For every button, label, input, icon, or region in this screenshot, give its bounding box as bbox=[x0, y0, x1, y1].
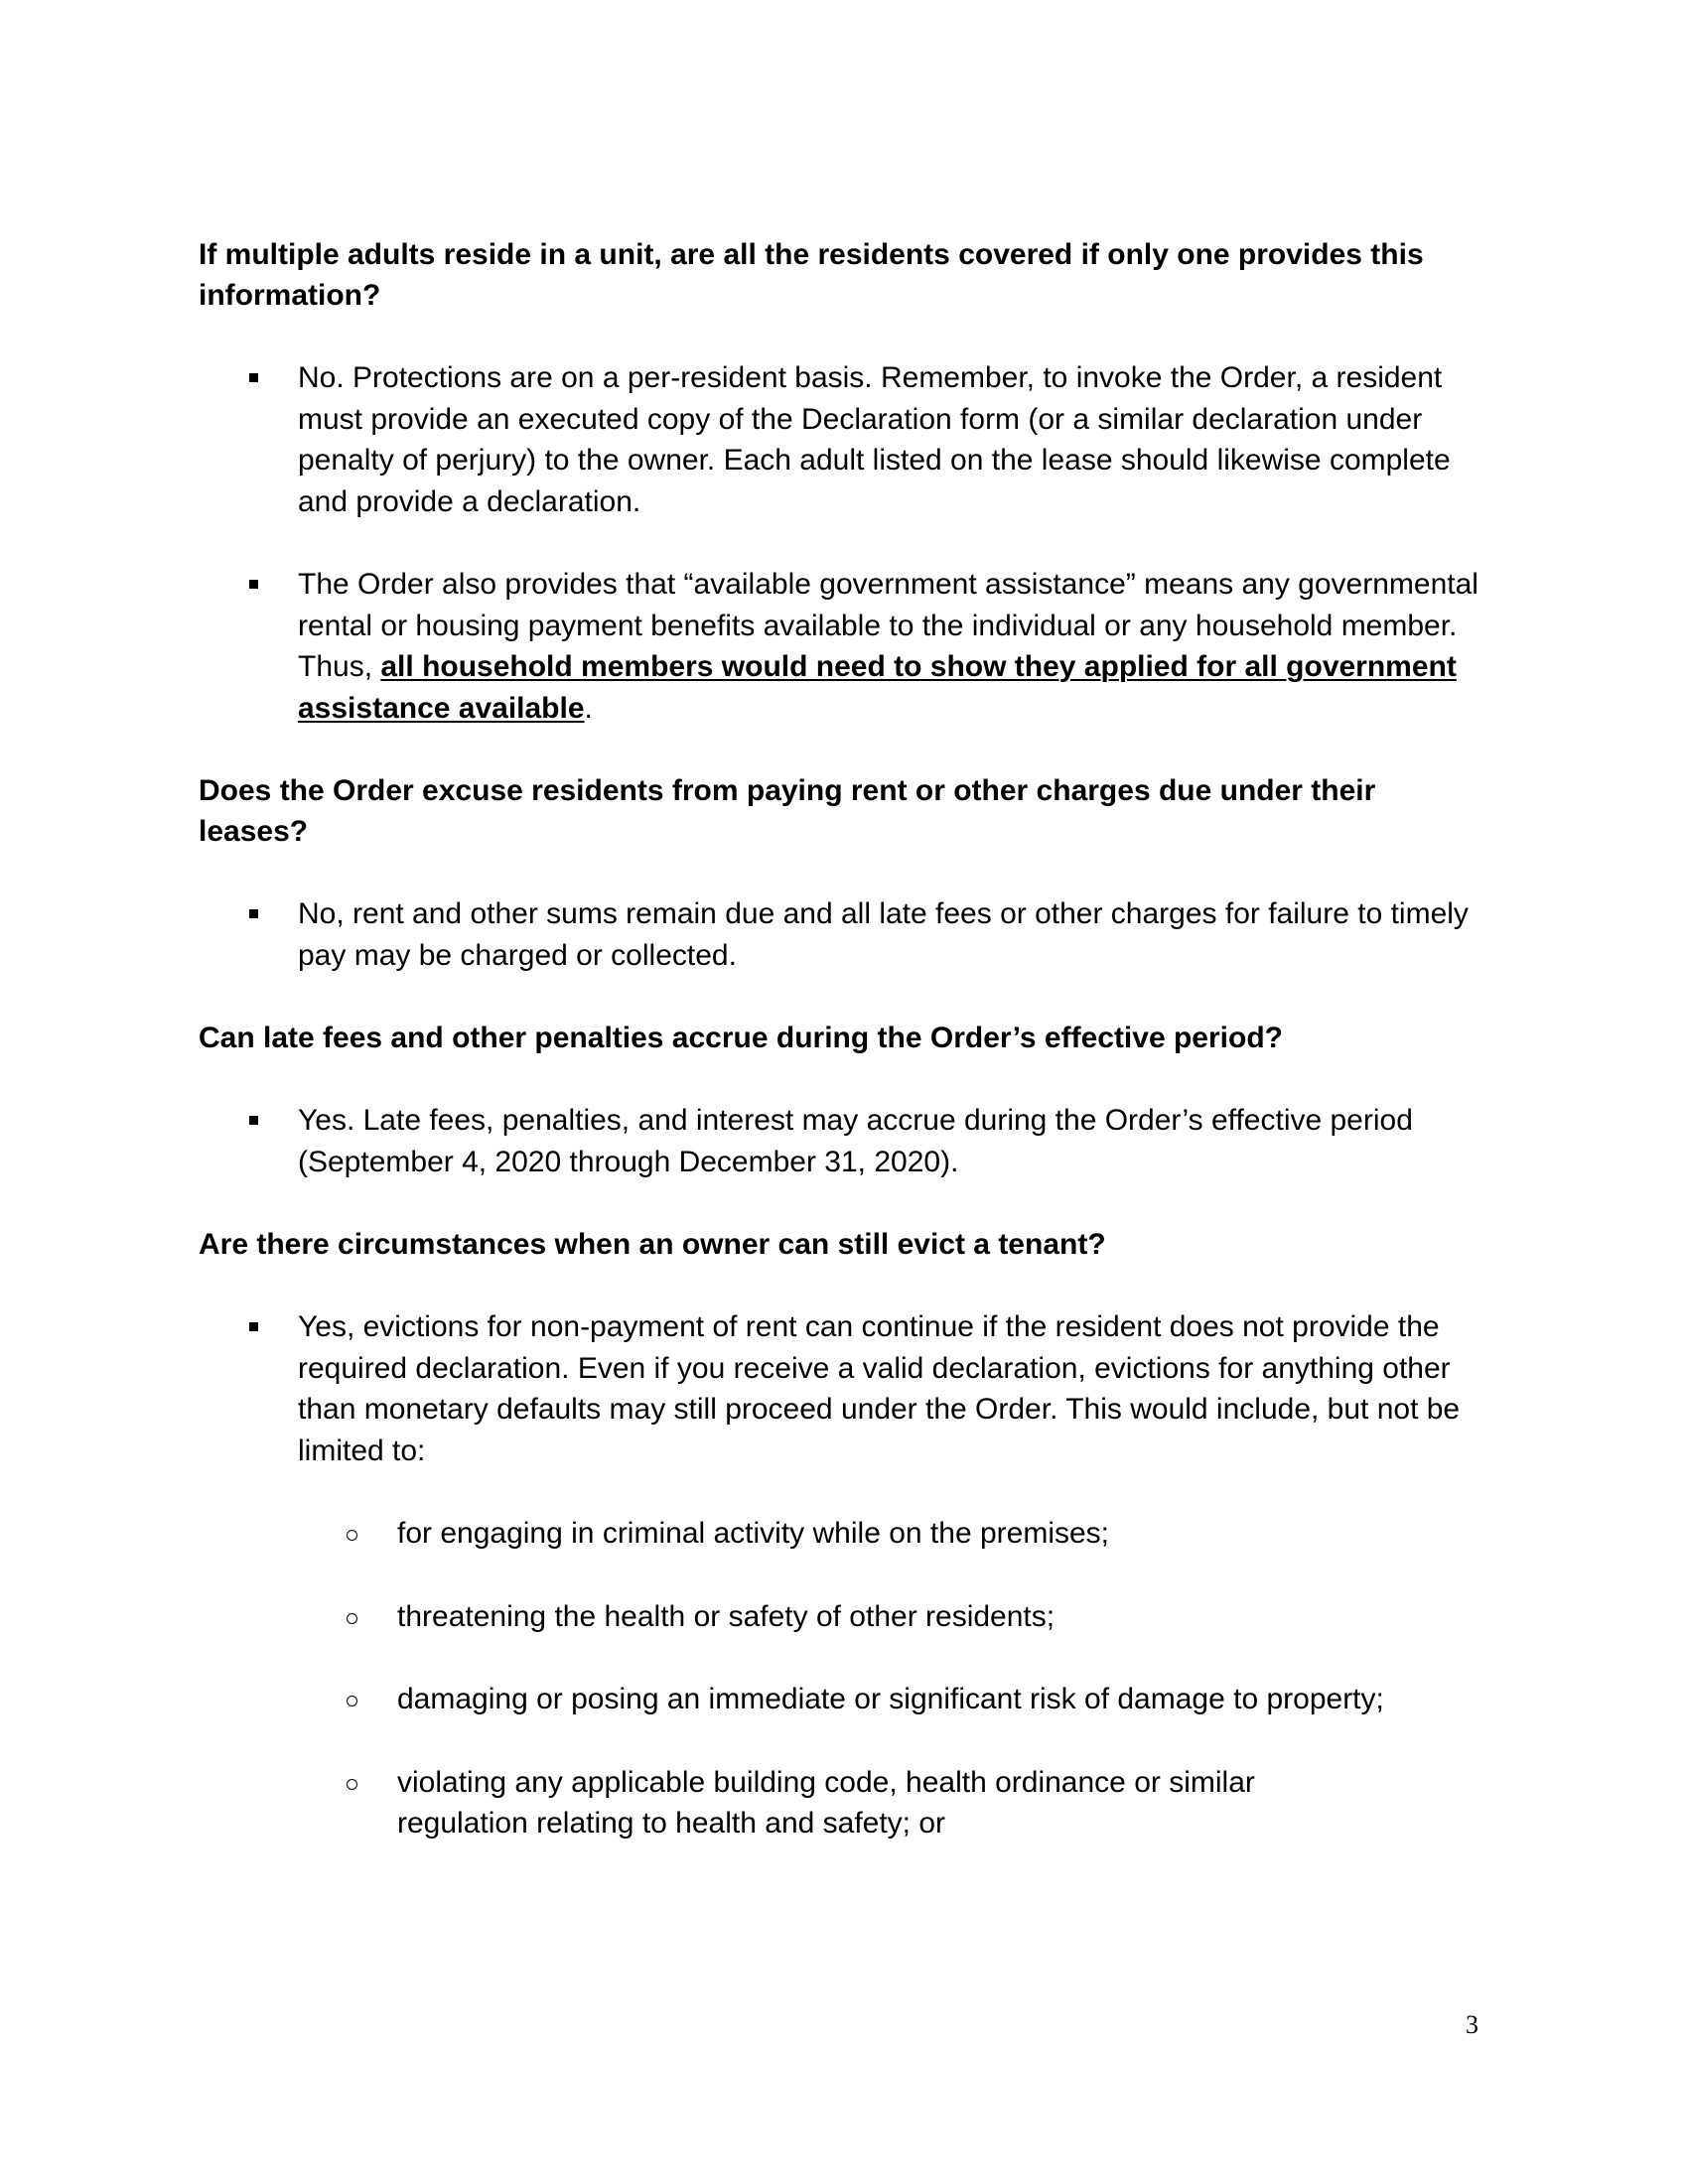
sub-list-item bbox=[199, 1679, 1584, 1720]
answer-list bbox=[199, 357, 1489, 729]
circle-bullet-icon bbox=[347, 1779, 357, 1790]
sub-list bbox=[298, 1513, 1584, 1844]
question-heading: If multiple adults reside in a unit, are all the residents covered if only one provides this information? bbox=[199, 238, 1424, 312]
question-heading: Does the Order excuse residents from paying rent or other charges due under their leases? bbox=[199, 774, 1376, 848]
answer-bullet bbox=[199, 564, 1584, 729]
answer-list bbox=[199, 893, 1489, 976]
sub-item-text: for engaging in criminal activity while on the premises; bbox=[397, 1517, 1109, 1550]
answer-bullet bbox=[199, 1306, 1584, 1844]
answer-text bbox=[298, 564, 1489, 729]
page-content bbox=[199, 234, 1489, 1886]
sub-list-item bbox=[199, 1596, 1584, 1638]
sub-item-text: damaging or posing an immediate or significant risk of damage to property; bbox=[397, 1683, 1384, 1715]
square-bullet-icon bbox=[249, 373, 258, 382]
circle-bullet-icon bbox=[347, 1696, 357, 1706]
answer-text: Yes, evictions for non-payment of rent can continue if the resident does not provide the required declaration. Even if you receive a valid declaration, evictions for anything other than monetary defaults may still proceed under the Order. This would include, but not be limited to: bbox=[298, 1310, 1461, 1467]
circle-bullet-icon bbox=[347, 1613, 357, 1624]
answer-bullet bbox=[199, 893, 1584, 976]
answer-text-lead: The Order also provides that “available government assistance” means any governmental rental or housing payment benefits available to the individual or any household member. Thus, bbox=[298, 568, 1478, 683]
answer-text: No. Protections are on a per-resident basis. Remember, to invoke the Order, a resident must provide an executed copy of the Declaration form (or a similar declaration under penalty of perjury) to the owner. Each adult listed on the lease should likewise complete and provide a declaration. bbox=[298, 361, 1451, 518]
question-heading: Can late fees and other penalties accrue during the Order’s effective period? bbox=[199, 1022, 1283, 1054]
square-bullet-icon bbox=[249, 580, 258, 589]
sub-list-item bbox=[199, 1762, 1584, 1844]
answer-bullet bbox=[199, 357, 1584, 522]
square-bullet-icon bbox=[249, 1116, 258, 1125]
answer-list bbox=[199, 1306, 1489, 1844]
square-bullet-icon bbox=[249, 909, 258, 918]
answer-emphasis: all household members would need to show they applied for all government assistance available bbox=[298, 650, 1457, 725]
answer-text-tail: . bbox=[584, 691, 593, 725]
answer-text: No, rent and other sums remain due and all late fees or other charges for failure to timely pay may be charged or collected. bbox=[298, 897, 1469, 972]
circle-bullet-icon bbox=[347, 1530, 357, 1541]
answer-list bbox=[199, 1100, 1489, 1182]
square-bullet-icon bbox=[249, 1322, 258, 1331]
sub-item-text: violating any applicable building code, health ordinance or similar regulation relating to health and safety; or bbox=[397, 1765, 1255, 1840]
answer-text: Yes. Late fees, penalties, and interest may accrue during the Order’s effective period (September 4, 2020 through December 31, 2020). bbox=[298, 1104, 1413, 1178]
sub-list-item bbox=[199, 1513, 1584, 1555]
page-number: 3 bbox=[1466, 2010, 1478, 2039]
answer-bullet bbox=[199, 1100, 1584, 1182]
sub-item-text: threatening the health or safety of other residents; bbox=[397, 1599, 1055, 1633]
question-heading: Are there circumstances when an owner can still evict a tenant? bbox=[199, 1228, 1106, 1261]
